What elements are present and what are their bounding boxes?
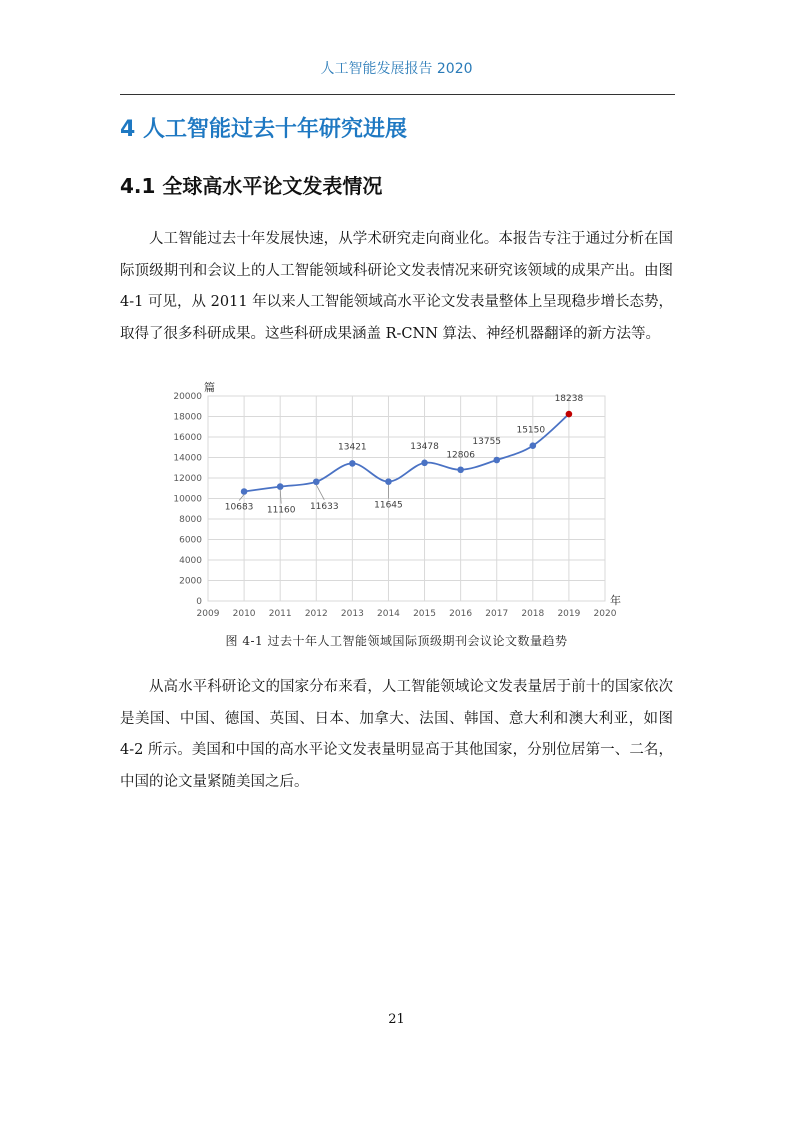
data-label: 11645	[374, 500, 403, 511]
x-tick-label: 2019	[557, 609, 581, 619]
y-tick-label: 0	[196, 597, 202, 607]
data-label-leader	[316, 485, 324, 500]
data-label: 18238	[554, 394, 584, 405]
x-tick-label: 2010	[232, 609, 256, 619]
y-tick-label: 2000	[179, 576, 202, 587]
x-tick-label: 2012	[304, 609, 328, 619]
running-header: 人工智能发展报告 2020	[320, 61, 473, 77]
y-tick-label: 20000	[173, 392, 202, 402]
figure-caption: 图 4-1 过去十年人工智能领域国际顶级期刊会议论文数量趋势	[225, 634, 568, 648]
y-tick-label: 6000	[179, 535, 202, 546]
y-tick-label: 12000	[173, 474, 202, 484]
data-label: 11160	[266, 505, 296, 516]
data-label-leader	[239, 494, 244, 500]
y-axis-label: 篇	[204, 381, 215, 394]
header-rule	[120, 94, 675, 95]
x-tick-label: 2009	[196, 609, 220, 619]
data-point	[241, 488, 248, 495]
page-number: 21	[388, 1012, 405, 1027]
data-point	[457, 466, 464, 473]
data-point	[349, 460, 356, 467]
data-point	[277, 483, 284, 490]
y-tick-label: 16000	[173, 433, 202, 443]
x-tick-label: 2011	[268, 609, 292, 619]
data-point	[385, 478, 392, 485]
y-tick-label: 8000	[179, 515, 202, 525]
data-point	[313, 478, 320, 485]
y-tick-label: 4000	[179, 556, 202, 566]
chapter-title: 4 人工智能过去十年研究进展	[120, 117, 407, 142]
body-paragraph-2: 从高水平科研论文的国家分布来看，人工智能领域论文发表量居于前十的国家依次是美国、中国、德国、英国、日本、加拿大、法国、韩国、意大利和澳大利亚，如图 4-2 所示。美国和中国的高水平论文发表量明显高于其他国家，分别位居第一、二名，中国的论文量紧随美国之后。	[120, 679, 673, 790]
data-label: 15150	[516, 425, 546, 436]
data-label: 13421	[338, 442, 367, 453]
x-tick-label: 2015	[413, 609, 436, 619]
data-label: 11633	[309, 501, 339, 512]
data-point	[566, 411, 573, 418]
data-point	[493, 457, 500, 464]
data-label: 13478	[410, 441, 439, 452]
body-paragraph-1: 人工智能过去十年发展快速，从学术研究走向商业化。本报告专注于通过分析在国际顶级期刊和会议上的人工智能领域科研论文发表情况来研究该领域的成果产出。由图 4-1 可见，从 2011 年以来人工智能领域高水平论文发表量整体上呈现稳步增长态势，取得了很多科研成果。这些科研成果涵盖 R-CNN 算法、神经机器翻译的新方法等。	[120, 231, 673, 342]
x-tick-label: 2016	[449, 609, 473, 619]
line-chart	[160, 378, 630, 628]
x-tick-label: 2013	[340, 609, 364, 619]
data-point	[530, 442, 537, 449]
x-axis-label: 年	[610, 594, 621, 607]
y-tick-label: 14000	[173, 453, 202, 464]
x-tick-label: 2020	[593, 609, 617, 619]
y-tick-label: 10000	[173, 494, 202, 505]
data-point	[421, 460, 428, 467]
data-label: 13755	[472, 437, 502, 448]
x-tick-label: 2018	[521, 609, 545, 619]
x-tick-label: 2014	[377, 609, 400, 619]
data-label: 12806	[446, 450, 475, 461]
y-tick-label: 18000	[173, 412, 202, 423]
x-tick-label: 2017	[485, 609, 509, 619]
data-label: 10683	[224, 502, 254, 513]
section-title: 4.1 全球高水平论文发表情况	[120, 174, 383, 198]
